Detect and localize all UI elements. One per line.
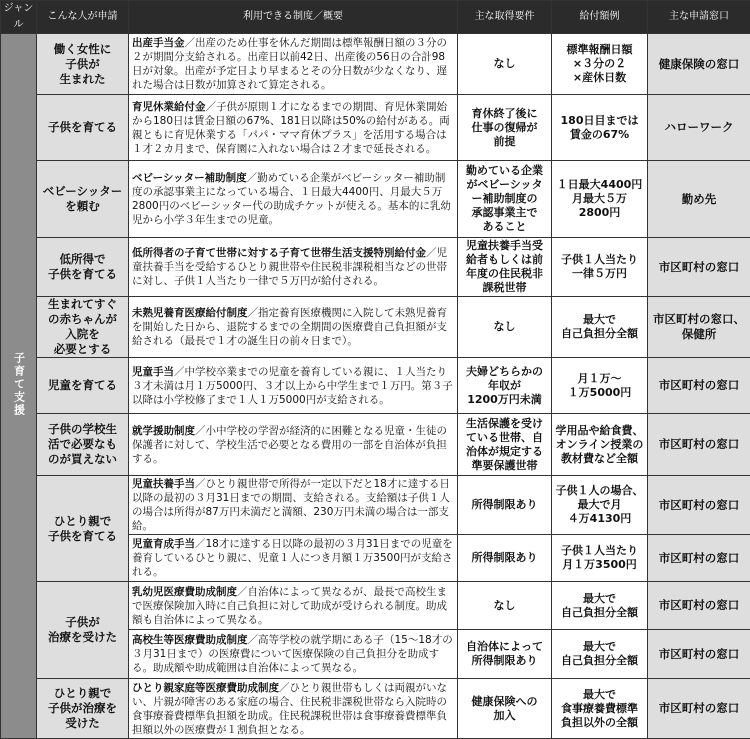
system-name: ベビーシッター補助制度 <box>132 172 247 184</box>
system-name: 低所得者の子育て世帯に対する子育て世帯生活支援特別給付金 <box>132 247 426 259</box>
amount-cell: 子供１人当たり 一律５万円 <box>552 238 648 297</box>
office-cell: ハローワーク <box>648 95 750 161</box>
system-desc: ／勤めている企業がベビーシッター補助制度の承認事業主になっている場合、１日最大4400円、月最大５万2800円のベビーシッター代の助成チケットが使える。基本的に乳幼児から小学３年生までの児童。 <box>132 172 451 226</box>
system-desc: ／ひとり親世帯で所得が一定以下だと18才に達する日以降の最初の３月31日までの期間、支給される。支給額は子供１人の場合は所得が87万円未満だと満額、230万円未満の場合は一部支給。 <box>132 478 450 532</box>
system-desc: ／ひとり親世帯もしくは両親がいない、片親が障害のある家庭の場合、住民税非課税世帯なら入院時の食事療養費標準負担額を助成。住民税課税世帯は食事療養費標準負担額以外の医療費が１割負担となる。 <box>132 682 447 736</box>
system-name: 高校生等医療費助成制度 <box>132 634 248 646</box>
amount-cell: 子供１人の場合、 最大で月 ４万4130円 <box>552 476 648 535</box>
system-name: ひとり親家庭等医療費助成制度 <box>132 682 279 694</box>
header-office: 主な申請窓口 <box>648 1 750 34</box>
requirement-cell: 所得制限あり <box>458 535 552 582</box>
who-cell: ベビーシッター を頼む <box>37 161 129 238</box>
system-desc: ／出産のため仕事を休んだ期間は標準報酬日額の３分の２が期間分支給される。出産日以前42日、出産後の56日の合計98日が対象。出産が予定日より早まるとその分日数が少なくなり、遅れた場合は日数が加算されて算定される。 <box>132 37 447 91</box>
system-cell <box>129 238 458 297</box>
amount-cell: 標準報酬日額 ×３分の２ ×産休日数 <box>552 34 648 95</box>
amount-cell: １日最大4400円 月最大５万 2800円 <box>552 161 648 238</box>
amount-cell: 最大で 自己負担分全額 <box>552 630 648 679</box>
office-cell: 勤め先 <box>648 161 750 238</box>
requirement-cell: 勤めている企業 がベビーシッタ ー補助制度の 承認事業主で あること <box>458 161 552 238</box>
system-name: 未熟児養育医療給付制度 <box>132 307 248 319</box>
system-name: 児童手当 <box>132 366 174 378</box>
who-cell: 子供を育てる <box>37 95 129 161</box>
system-desc: ／18才に達する日以降の最初の３月31日までの児童を養育しているひとり親に、児童１人につき月額１万3500円が支給される。 <box>132 538 453 578</box>
requirement-cell: 育休終了後に 仕事の復帰が 前提 <box>458 95 552 161</box>
system-cell <box>129 95 458 161</box>
office-cell: 市区町村の窓口 <box>648 535 750 582</box>
header-requirement: 主な取得要件 <box>458 1 552 34</box>
system-desc: ／中学校卒業までの児童を養育している親に、１人当たり３才未満は月１万5000円、３才以上から中学生まで１万円。第３子以降は小学校修了まで１人１万5000円が支給される。 <box>132 366 453 406</box>
requirement-cell: 所得制限あり <box>458 476 552 535</box>
system-cell <box>129 414 458 476</box>
table-row <box>1 476 750 535</box>
system-cell <box>129 476 458 535</box>
requirement-cell: なし <box>458 34 552 95</box>
requirement-cell: 健康保険への 加入 <box>458 679 552 739</box>
header-row <box>1 1 750 34</box>
table-row <box>1 679 750 739</box>
office-cell: 市区町村の窓口 <box>648 238 750 297</box>
who-cell: 生まれてすぐ の赤ちゃんが 入院を 必要とする <box>37 297 129 358</box>
amount-cell: 180日目までは 賃金の67% <box>552 95 648 161</box>
system-desc: ／高等学校の就学期にある子（15～18才の３月31日まで）の医療費について医療保険の自己負担分を助成する。助成額や助成範囲は自治体によって異なる。 <box>132 634 453 674</box>
who-cell: 低所得で 子供を育てる <box>37 238 129 297</box>
system-name: 乳幼児医療費助成制度 <box>132 586 237 598</box>
who-cell: 子供の学校生 活で必要なも のが買えない <box>37 414 129 476</box>
table-row <box>1 297 750 358</box>
requirement-cell: 児童扶養手当受 給者もしくは前 年度の住民税非 課税世帯 <box>458 238 552 297</box>
system-desc: ／小中学校の学習が経済的に困難となる児童・生徒の保護者に対して、学校生活で必要となる費用の一部を自治体が負担する。 <box>132 425 447 465</box>
office-cell: 市区町村の窓口 <box>648 414 750 476</box>
system-cell <box>129 630 458 679</box>
system-cell <box>129 161 458 238</box>
table-row <box>1 161 750 238</box>
header-system: 利用できる制度／概要 <box>129 1 458 34</box>
table-row <box>1 95 750 161</box>
who-cell: 働く女性に 子供が 生まれた <box>37 34 129 95</box>
office-cell: 市区町村の窓口 <box>648 476 750 535</box>
system-desc: ／指定養育医療機関に入院して未熟児養育を開始した日から、退院するまでの全期間の医療費自己負担額が支給される（最長で１才の誕生日の前々日まで）。 <box>132 307 447 347</box>
amount-cell: 最大で 食事療養費標準 負担以外の全額 <box>552 679 648 739</box>
system-desc: ／児童扶養手当を受給するひとり親世帯や住民税非課税相当などの世帯に対し、子供１人当たり一律で５万円が給付される。 <box>132 247 447 287</box>
table-row <box>1 34 750 95</box>
system-name: 児童育成手当 <box>132 538 195 550</box>
system-cell <box>129 679 458 739</box>
table-row <box>1 238 750 297</box>
system-name: 就学援助制度 <box>132 425 195 437</box>
requirement-cell: 夫婦どちらかの 年収が 1200万円未満 <box>458 358 552 414</box>
amount-cell: 子供１人当たり 月１万3500円 <box>552 535 648 582</box>
office-cell: 健康保険の窓口 <box>648 34 750 95</box>
system-cell <box>129 582 458 630</box>
requirement-cell: 生活保護を受け ている世帯、自 治体が規定する 準要保護世帯 <box>458 414 552 476</box>
office-cell: 市区町村の窓口 <box>648 679 750 739</box>
system-cell <box>129 297 458 358</box>
genre-cell <box>1 34 37 739</box>
office-cell: 市区町村の窓口 <box>648 582 750 630</box>
who-cell: ひとり親で 子供が治療を 受けた <box>37 679 129 739</box>
amount-cell: 月１万～ １万5000円 <box>552 358 648 414</box>
table-row <box>1 582 750 630</box>
amount-cell: 最大で 自己負担分全額 <box>552 297 648 358</box>
system-cell <box>129 535 458 582</box>
system-cell <box>129 34 458 95</box>
office-cell: 市区町村の窓口 <box>648 358 750 414</box>
who-cell: ひとり親で 子供を育てる <box>37 476 129 582</box>
system-desc: ／自治体によって異なるが、最長で高校生まで医療保険加入時に自己負担に対して助成が受けられる制度。助成額も自治体によって異なる。 <box>132 586 447 626</box>
requirement-cell: 自治体によって 所得制限あり <box>458 630 552 679</box>
office-cell: 市区町村の窓口 <box>648 630 750 679</box>
amount-cell: 最大で 自己負担分全額 <box>552 582 648 630</box>
requirement-cell: なし <box>458 297 552 358</box>
header-genre: ジャンル <box>1 1 37 34</box>
system-cell <box>129 358 458 414</box>
system-name: 出産手当金 <box>132 37 185 49</box>
who-cell: 児童を育てる <box>37 358 129 414</box>
genre-label: 子育て支援 <box>11 352 27 417</box>
who-cell: 子供が 治療を受けた <box>37 582 129 679</box>
table-row <box>1 358 750 414</box>
system-name: 育児休業給付金 <box>132 101 206 113</box>
requirement-cell: なし <box>458 582 552 630</box>
amount-cell: 学用品や給食費、 オンライン授業の 教材費など全額 <box>552 414 648 476</box>
header-amount: 給付額例 <box>552 1 648 34</box>
system-desc: ／子供が原則１才になるまでの期間、育児休業開始から180日は賃金日額の67%、181日以降は50%の給付がある。両親ともに育児休業する「パパ・ママ育休プラス」を活用する場合は１才２カ月まで、保育園に入れない場合は２才まで延長される。 <box>132 101 450 155</box>
system-name: 児童扶養手当 <box>132 478 195 490</box>
office-cell: 市区町村の窓口、 保健所 <box>648 297 750 358</box>
table-row <box>1 414 750 476</box>
header-who: こんな人が申請 <box>37 1 129 34</box>
